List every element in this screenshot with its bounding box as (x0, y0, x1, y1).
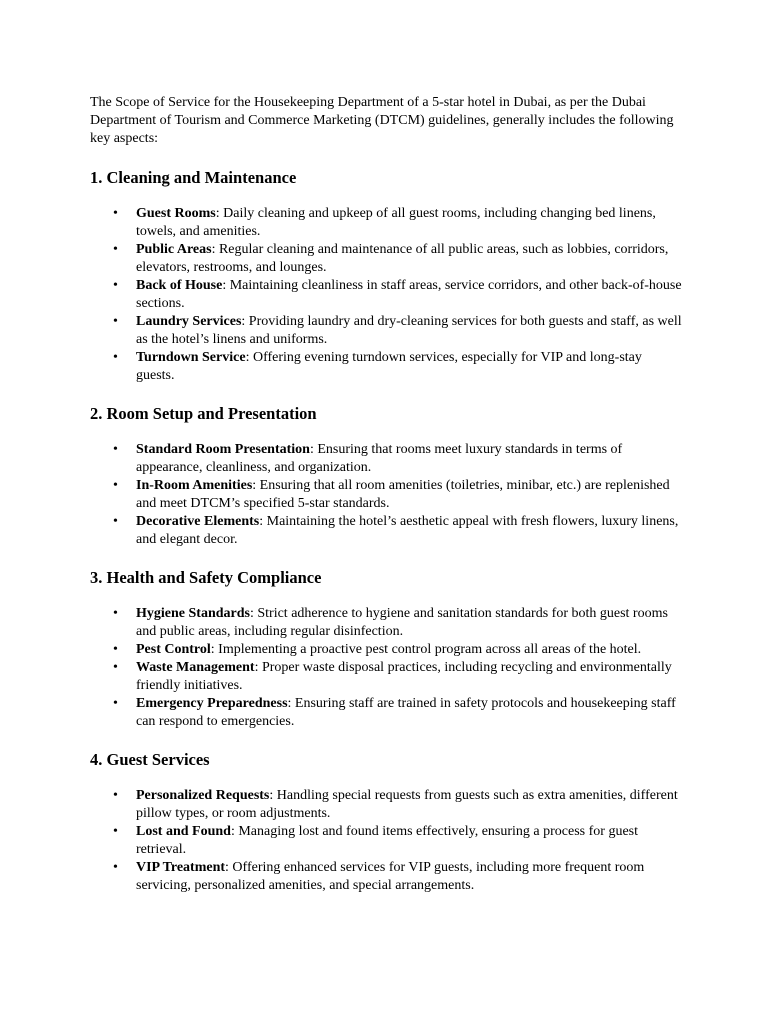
item-term: Public Areas (136, 242, 212, 257)
item-term: VIP Treatment (136, 860, 226, 875)
list-item (113, 477, 682, 513)
bullet-icon: • (113, 642, 118, 657)
bullet-icon: • (113, 314, 118, 329)
item-term: Back of House (136, 278, 223, 293)
bullet-icon: • (113, 606, 118, 621)
list-item (113, 641, 682, 659)
item-description: : Implementing a proactive pest control program across all areas of the hotel. (210, 642, 642, 657)
item-description: : Providing laundry and dry-cleaning services for both guests and staff, as well as the hotel’s linens and uniforms. (136, 314, 682, 347)
bullet-icon: • (113, 206, 118, 221)
item-description: : Handling special requests from guests such as extra amenities, different pillow types, or room adjustments. (136, 788, 678, 821)
item-description: : Proper waste disposal practices, including recycling and environmentally friendly initiatives. (136, 660, 672, 693)
item-description: : Maintaining cleanliness in staff areas, service corridors, and other back-of-house sections. (136, 278, 682, 311)
list-item (113, 513, 682, 549)
list-item (113, 241, 682, 277)
bullet-icon: • (113, 788, 118, 803)
list-item (113, 859, 682, 895)
bullet-icon: • (113, 350, 118, 365)
item-term: Personalized Requests (136, 788, 270, 803)
item-description: : Offering enhanced services for VIP guests, including more frequent room servicing, personalized amenities, and special arrangements. (136, 860, 645, 893)
section-heading: 2. Room Setup and Presentation (90, 404, 317, 423)
item-description: : Ensuring that rooms meet luxury standards in terms of appearance, cleanliness, and organization. (136, 442, 623, 475)
item-description: : Offering evening turndown services, especially for VIP and long-stay guests. (136, 350, 642, 383)
item-description: : Ensuring staff are trained in safety protocols and housekeeping staff can respond to emergencies. (136, 696, 676, 729)
bullet-list (90, 605, 682, 731)
item-term: Hygiene Standards (136, 606, 250, 621)
item-description: : Ensuring that all room amenities (toiletries, minibar, etc.) are replenished and meet DTCM’s specified 5-star standards. (136, 478, 670, 511)
section-heading: 1. Cleaning and Maintenance (90, 168, 297, 187)
bullet-icon: • (113, 824, 118, 839)
item-term: Emergency Preparedness (136, 696, 288, 711)
section-heading: 3. Health and Safety Compliance (90, 568, 322, 587)
item-term: Guest Rooms (136, 206, 216, 221)
item-term: Decorative Elements (136, 514, 260, 529)
item-description: : Managing lost and found items effectively, ensuring a process for guest retrieval. (136, 824, 639, 857)
bullet-icon: • (113, 660, 118, 675)
list-item (113, 277, 682, 313)
item-description: : Strict adherence to hygiene and sanitation standards for both guest rooms and public areas, including regular disinfection. (136, 606, 668, 639)
item-description: : Maintaining the hotel’s aesthetic appeal with fresh flowers, luxury linens, and elegant decor. (136, 514, 679, 547)
bullet-icon: • (113, 278, 118, 293)
item-term: Waste Management (136, 660, 255, 675)
intro-paragraph: The Scope of Service for the Housekeeping Department of a 5-star hotel in Dubai, as per the Dubai Department of Tourism and Commerce Marketing (DTCM) guidelines, generally includes the following key aspects: (90, 95, 674, 146)
bullet-icon: • (113, 860, 118, 875)
bullet-list (90, 441, 682, 549)
list-item (113, 659, 682, 695)
list-item (113, 205, 682, 241)
bullet-icon: • (113, 514, 118, 529)
item-term: Turndown Service (136, 350, 246, 365)
list-item (113, 349, 682, 385)
list-item (113, 695, 682, 731)
bullet-icon: • (113, 478, 118, 493)
list-item (113, 787, 682, 823)
document-page (90, 94, 682, 913)
bullet-list (90, 205, 682, 385)
item-term: Pest Control (136, 642, 211, 657)
item-description: : Daily cleaning and upkeep of all guest rooms, including changing bed linens, towels, and amenities. (136, 206, 656, 239)
bullet-icon: • (113, 442, 118, 457)
list-item (113, 823, 682, 859)
list-item (113, 313, 682, 349)
list-item (113, 605, 682, 641)
sections-container (90, 167, 682, 895)
item-term: Lost and Found (136, 824, 231, 839)
list-item (113, 441, 682, 477)
bullet-icon: • (113, 696, 118, 711)
item-term: Standard Room Presentation (136, 442, 310, 457)
bullet-list (90, 787, 682, 895)
item-term: In-Room Amenities (136, 478, 253, 493)
item-term: Laundry Services (136, 314, 242, 329)
section-heading: 4. Guest Services (90, 750, 210, 769)
bullet-icon: • (113, 242, 118, 257)
item-description: : Regular cleaning and maintenance of all public areas, such as lobbies, corridors, elevators, restrooms, and lounges. (136, 242, 669, 275)
